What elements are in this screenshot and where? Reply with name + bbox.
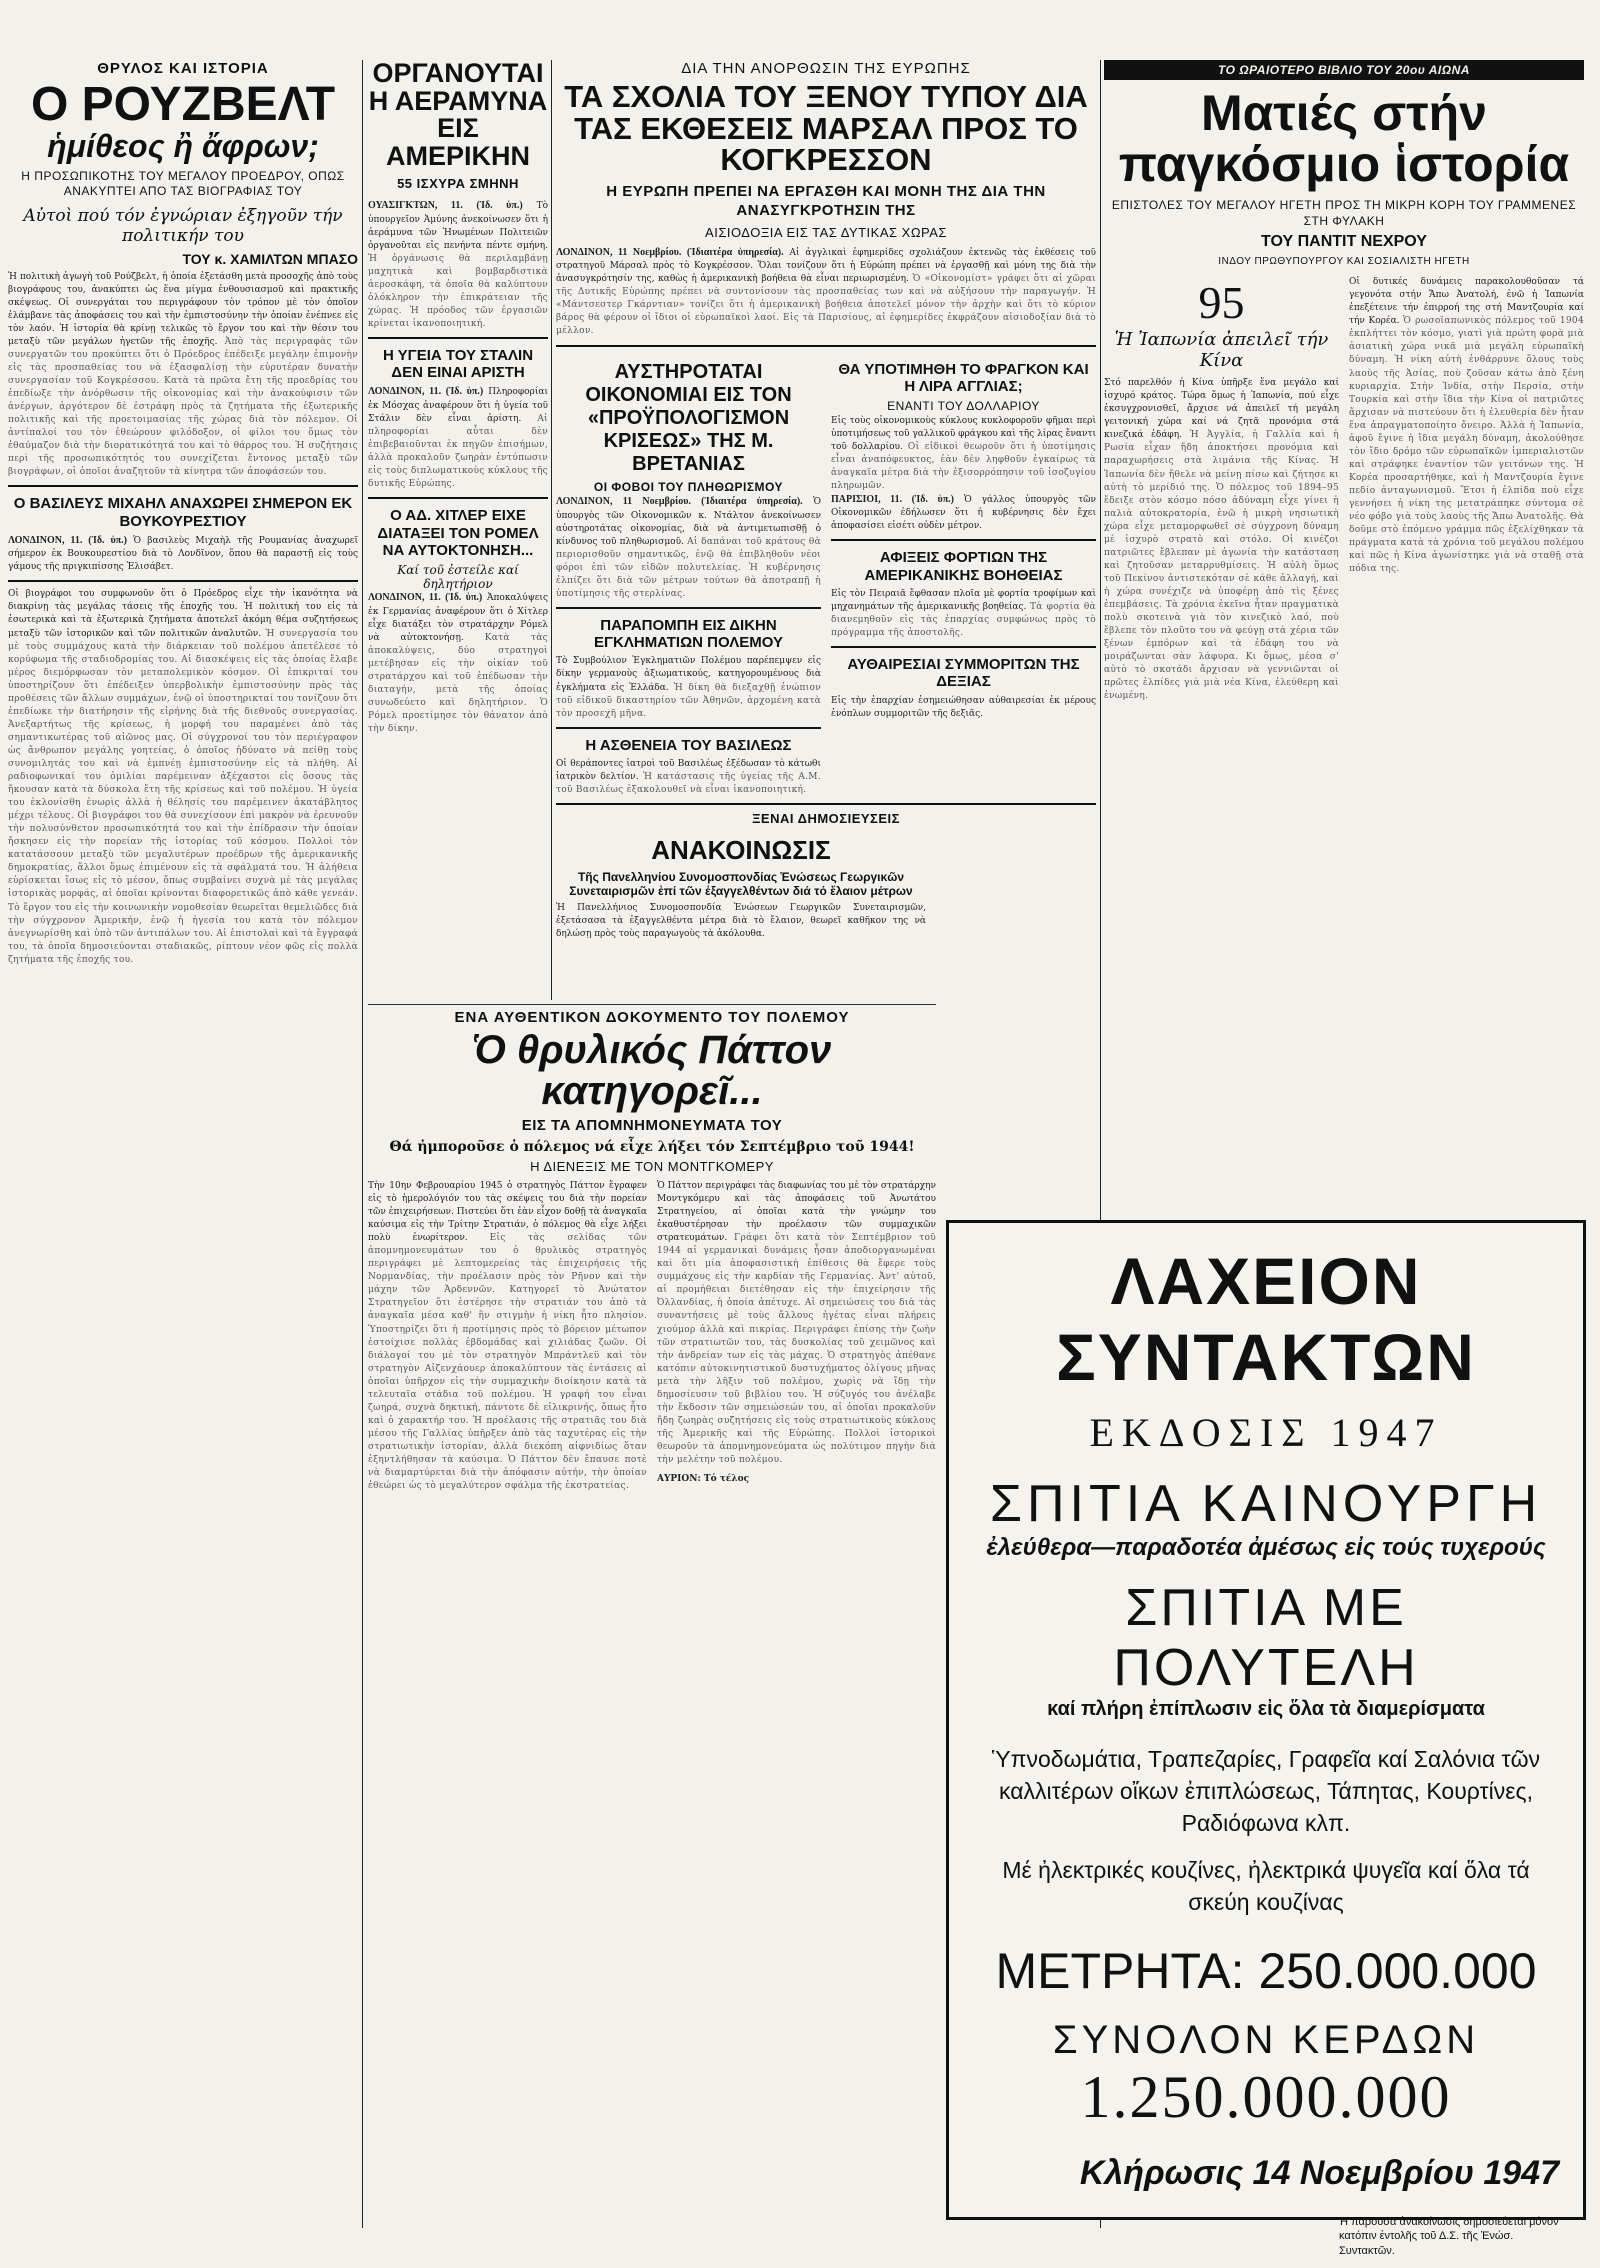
announcement-title: ΑΝΑΚΟΙΝΩΣΙΣ [651, 834, 831, 865]
dateline: ΛΟΝΔΙΝΟΝ, 11. (Ἰδ. ὑπ.) [8, 534, 127, 546]
deck: Η ΕΥΡΩΠΗ ΠΡΕΠΕΙ ΝΑ ΕΡΓΑΣΘΗ ΚΑΙ ΜΟΝΗ ΤΗΣ ΔΙΑ ΤΗΝ ΑΝΑΣΥΓΚΡΟΤΗΣΙΝ ΤΗΣ [606, 182, 1046, 220]
dateline: ΛΟΝΔΙΝΟΝ, 11. (Ἰδ. ὑπ.) [368, 386, 484, 398]
column-rule [362, 60, 363, 2228]
divider [831, 646, 1096, 648]
dateline: ΛΟΝΔΙΝΟΝ, 11 Νοεμβρίου. (Ἰδιαιτέρα ὑπηρεσία). [556, 496, 803, 508]
subcolumns [368, 1180, 936, 1493]
paragraph: Ἀποκαλύψεις ἐκ Γερμανίας ἀναφέρουν ὅτι ὁ Χίτλερ εἶχε διατάξει τὸν στρατάρχην Ρόμελ νὰ αὐτοκτονήσῃ. [368, 593, 548, 643]
headline: Ὁ θρυλικός Πάττον κατηγορεῖ... [472, 1028, 832, 1113]
box-subtitle: ΕΝΑΝΤΙ ΤΟΥ ΔΟΛΛΑΡΙΟΥ [887, 399, 1040, 413]
divider [368, 1004, 936, 1005]
divider [8, 485, 358, 487]
kicker: ΕΝΑ ΑΥΘΕΝΤΙΚΟΝ ΔΟΚΟΥΜΕΝΤΟ ΤΟΥ ΠΟΛΕΜΟΥ [454, 1009, 850, 1026]
subcolumns [1104, 276, 1584, 703]
kicker: ΘΡΥΛΟΣ ΚΑΙ ΙΣΤΟΡΙΑ [97, 60, 269, 77]
box-text: Οἱ θεράποντες ἰατροὶ τοῦ Βασιλέως ἐξέδωσαν τὸ κάτωθι ἰατρικὸν δελτίον. Ἡ κατάστασις τῆς ὑγείας τῆς Α.Μ. τοῦ Βασιλέως ἐξακολουθεῖ νὰ εἶναι ἱκανοποιητική. [556, 758, 821, 795]
subcolumn-left [1104, 276, 1339, 703]
box-text: ΛΟΝΔΙΝΟΝ, 11. (Ἰδ. ὑπ.) Πληροφορίαι ἐκ Μόσχας ἀναφέρουν ὅτι ἡ ὑγεία τοῦ Στάλιν δὲν εἶναι ἀρίστη. Αἱ πληροφορίαι αὗται δὲν ἐπιβεβαιοῦνται ἐκ πηγῶν ἐπισήμων, ἀλλὰ προκαλοῦν ζωηρὰν ἐντύπωσιν εἰς τοὺς διπλωματικοὺς κύκλους τῆς δυτικῆς Εὐρώπης. [368, 386, 548, 490]
paragraph: Οἱ δυτικές δυνάμεις παρακολουθοῦσαν τά γεγονότα στήν Ἄπω Ἀνατολή, ἐνῶ ἡ Ἰαπωνία ἐπεξέτεινε τήν ἐπιρροή της στή Μαντζουρία καί τήν Κορέα. [1349, 277, 1584, 327]
lottery-advertisement [946, 1220, 1586, 2257]
headline: Ο ΡΟΥΖΒΕΛΤ [30, 78, 336, 131]
subcolumn-right [1349, 276, 1584, 703]
box-text [8, 534, 358, 575]
subhead: 55 ΙΣΧΥΡΑ ΣΜΗΝΗ [397, 176, 519, 192]
patton-article [368, 1000, 936, 2228]
article-text: Τὴν 10ην Φεβρουαρίου 1945 ὁ στρατηγὸς Πάττον ἔγραφεν εἰς τὸ ἡμερολόγιόν του τὰς σκέψεις του διὰ τὴν πορείαν τῶν ἐπιχειρήσεων. Πιστεύει ὅτι ἐὰν εἶχον δοθῇ τὰ ἀναγκαῖα καύσιμα εἰς τὴν Τρίτην Στρατιάν, ὁ πόλεμος θὰ εἶχε λήξει πολὺ ἐνωρίτερον. Εἰς τὰς σελίδας τῶν ἀπομνημονευμάτων του ὁ θρυλικὸς στρατηγὸς περιγράφει μὲ λεπτομερείας τὰς ἐπιχειρήσεις τῆς Νορμανδίας, τὴν προέλασιν πρὸς τὸν Ρῆνον καὶ τὴν μάχην τῶν Ἀρδεννῶν. Κατηγορεῖ τὸ Ἀνώτατον Στρατηγεῖον ὅτι ἐστέρησε τὴν στρατιάν του ἀπὸ τὰ ἀναγκαῖα μέσα καθ' ἣν στιγμὴν ἡ νίκη ἦτο πλησίον. Ὑποστηρίζει ὅτι ἡ προτίμησις πρὸς τὸ βόρειον μέτωπον ἐστοίχισε πολλὰς ἑβδομάδας καὶ χιλιάδας ζωῶν. Οἱ διάλογοί του μὲ τὸν στρατηγὸν Μπράντλεϋ καὶ τὸν στρατηγὸν Αἰζενχάουερ ἀποκαλύπτουν τὰς ἐντάσεις αἱ ὁποῖαι ὑπῆρχον εἰς τὴν συμμαχικὴν διοίκησιν κατὰ τὰ τελευταῖα στάδια τοῦ πολέμου. Ἡ γραφή του εἶναι ζωηρά, συχνὰ δηκτική, πάντοτε δὲ εἰλικρινής, ὅπως ἦτο καὶ ὁ χαρακτήρ του. Ἡ προέλασις τῆς στρατιᾶς του διὰ μέσου τῆς Γαλλίας ὑπῆρξεν ἀπὸ τὰς ταχυτέρας εἰς τὴν στρατιωτικὴν ἱστορίαν, ἀλλὰ διεκόπη αἰφνιδίως ὅταν ἐξηντλήθησαν τὰ καύσιμα. Ὁ Πάττον δὲν ἔπαυσε ποτὲ νὰ διαμαρτύρεται διὰ τὴν ἀπόφασιν αὐτήν, τὴν ὁποίαν ἐθεώρει ὡς τὸ μεγαλύτερον σφάλμα τῆς ἐκστρατείας. [368, 1180, 647, 1492]
paragraph: Τὸ Συμβούλιον Ἐγκληματιῶν Πολέμου παρέπεμψεν εἰς δίκην γερμανοὺς ἀξιωματικούς, κατηγορουμένους διὰ ἐγκλήματα εἰς Ἑλλάδα. [556, 656, 821, 693]
ad-note: Ἡ παροῦσα ἀνακοίνωσις δημοσιεύεται μόνον κατόπιν ἐντολῆς τοῦ Δ.Σ. τῆς Ἑνώσ. Συντακτῶν. [1339, 2215, 1559, 2257]
ad-total-label: ΣΥΝΟΛΟΝ ΚΕΡΔΩΝ [1052, 2017, 1480, 2062]
box-subtitle: Καί τοῦ ἐστείλε καί δηλητήριον [397, 563, 519, 592]
paragraph: Εἰς τὸν Πειραιᾶ ἔφθασαν πλοῖα μὲ φορτία τροφίμων καὶ μηχανημάτων τῆς ἀμερικανικῆς βοηθείας. [831, 588, 1096, 613]
paragraph: Ὁ βασιλεὺς Μιχαὴλ τῆς Ρουμανίας ἀναχωρεῖ σήμερον ἐκ Βουκουρεστίου διὰ τὸ Λονδῖνον, ὅπου θὰ παραστῇ εἰς τοὺς γάμους τῆς πριγκιπίσσης Ἐλισάβετ. [8, 535, 358, 573]
deck: Η ΠΡΟΣΩΠΙΚΟΤΗΣ ΤΟΥ ΜΕΓΑΛΟΥ ΠΡΟΕΔΡΟΥ, ΟΠΩΣ ΑΝΑΚΥΠΤΕΙ ΑΠΟ ΤΑΣ ΒΙΟΓΡΑΦΙΑΣ ΤΟΥ [21, 168, 345, 199]
box-title: Ο ΒΑΣΙΛΕΥΣ ΜΙΧΑΗΛ ΑΝΑΧΩΡΕΙ ΣΗΜΕΡΟΝ ΕΚ ΒΟΥΚΟΥΡΕΣΤΙΟΥ [13, 495, 353, 530]
column-roosevelt [8, 60, 358, 2228]
byline: ΤΟΥ κ. ΧΑΜΙΛΤΩΝ ΜΠΑΣΟ [182, 250, 358, 267]
box-text: Εἰς τὸν Πειραιᾶ ἔφθασαν πλοῖα μὲ φορτία τροφίμων καὶ μηχανημάτων τῆς ἀμερικανικῆς βοηθείας. Τὰ φορτία θὰ διανεμηθοῦν εἰς τὰς ἐπαρχίας συμφώνως πρὸς τὸ πρόγραμμα τῆς ἀποστολῆς. [831, 588, 1096, 639]
section-label: ΞΕΝΑΙ ΔΗΜΟΣΙΕΥΣΕΙΣ [752, 811, 900, 827]
dateline: ΛΟΝΔΙΝΟΝ, 11 Νοεμβρίου. (Ἰδιαιτέρα ὑπηρεσία). [556, 246, 784, 258]
divider [831, 539, 1096, 541]
ad-title: ΛΑΧΕΙΟΝ ΣΥΝΤΑΚΤΩΝ [1056, 1244, 1476, 1394]
article-text: ΟΥΑΣΙΓΚΤΩΝ, 11. (Ἰδ. ὑπ.) Τὸ ὑπουργεῖον Ἀμύνης ἀνεκοίνωσεν ὅτι ἡ ἀεράμυνα τῶν Ἡνωμένων Πολιτειῶν ὀργανοῦται εἰς πενήντα πέντε σμήνη. Ἡ ὀργάνωσις θὰ περιλαμβάνῃ μαχητικὰ καὶ βομβαρδιστικὰ ἀεροσκάφη, τὰ ὁποῖα θὰ καλύπτουν ὁλόκληρον τὴν ἐπικράτειαν τῆς χώρας. Ἡ πρόοδος τῶν ἐργασιῶν κρίνεται ἱκανοποιητική. [368, 200, 548, 329]
box-subtitle: ΟΙ ΦΟΒΟΙ ΤΟΥ ΠΛΗΘΩΡΙΣΜΟΥ [593, 479, 784, 494]
box-title: Ο ΑΔ. ΧΙΤΛΕΡ ΕΙΧΕ ΔΙΑΤΑΞΕΙ ΤΟΝ ΡΟΜΕΛ ΝΑ ΑΥΤΟΚΤΟΝΗΣΗ... [377, 507, 539, 559]
article-text: Ἡ πολιτικὴ ἀγωγὴ τοῦ Ρούζβελτ, ἡ ὁποία ἐξετάσθη μετὰ προσοχῆς ἀπὸ τοὺς βιογράφους του, ἀνακύπτει ὡς ἕνα μίγμα ἐνθουσιασμοῦ καὶ πρακτικῆς σκέψεως. Οἱ συνεργάται του περιγράφουν τὸν τρόπον μὲ τὸν ὁποῖον ἐλάμβανε τὰς ἀποφάσεις του καὶ τὴν ἐμπιστοσύνην τὴν ὁποίαν ἐνέπνεε εἰς τὸν λαόν. Ἡ ἱστορία θὰ κρίνῃ τελικῶς τὸ ἔργον του καὶ τὴν θέσιν του μεταξὺ τῶν μεγάλων ἡγετῶν τῆς ἐποχῆς. Ἀπὸ τὰς περιγραφὰς τῶν συνεργατῶν του προκύπτει ὅτι ὁ Πρόεδρος ἐπέδειξε μεγάλην ἐπιμονὴν εἰς τὰς προσπαθείας του νὰ ἐξασφαλίσῃ τὴν εὐρυτέραν δυνατὴν συνεργασίαν τοῦ Κογκρέσσου. Κατὰ τὰ πρῶτα ἔτη τῆς προεδρίας του ἐπεδίωξε τὴν ἀνόρθωσιν τῆς οἰκονομίας καὶ τὴν ἀνακούφισιν τῶν ἀνέργων, ἀργότερον δὲ ἐστράφη πρὸς τὰ ζητήματα τῆς ἐξωτερικῆς πολιτικῆς καὶ τῆς προετοιμασίας τῆς χώρας διὰ τὸν πόλεμον. Οἱ ἀντίπαλοί του τὸν ἐθεώρουν φιλόδοξον, οἱ φίλοι του ὅμως τὸν ἐθαύμαζον διὰ τὴν διορατικότητά του καὶ τὸ θάρρος του. Ἡ συζήτησις περὶ τῆς προσωπικότητός του συνεχίζεται ἔντονος μεταξὺ τῶν βιογράφων, οἱ ὁποῖοι ἀναζητοῦν τὰ κίνητρα τῶν ἀποφάσεών του. [8, 271, 358, 478]
paragraph: Ἡ Πανελλήνιος Συνομοσπονδία Ἑνώσεων Γεωργικῶν Συνεταιρισμῶν, ἐξετάσασα τὰ ἐξαγγελθέντα μέτρα διὰ τὸ ἔλαιον, θεωρεῖ καθῆκον της νὰ δηλώσῃ πρὸς τοὺς παραγωγοὺς τὰ ἀκόλουθα. [556, 902, 926, 939]
paragraph: Στό παρελθόν ἡ Κίνα ὑπῆρξε ἕνα μεγάλο καί ἰσχυρό κράτος. Τώρα ὅμως ἡ Ἰαπωνία, πού εἶχε ἐκσυγχρονισθεῖ, ἄρχισε νά ἀπειλεῖ τή μεγάλη γειτονική χώρα καί νά ζητᾶ προνόμια στά κινεζικά ἐδάφη. [1104, 378, 1339, 441]
ad-total: 1.250.000.000 [1080, 2063, 1452, 2130]
paragraph: Τὸ ὑπουργεῖον Ἀμύνης ἀνεκοίνωσεν ὅτι ἡ ἀεράμυνα τῶν Ἡνωμένων Πολιτειῶν ὀργανοῦται εἰς πενήντα πέντε σμήνη. [368, 201, 548, 251]
paragraph: Ὁ γάλλος ὑπουργὸς τῶν Οἰκονομικῶν ἐδήλωσεν ὅτι ἡ κυβέρνησις δὲν ἔχει ἀποφασίσει εἰσέτι οὐδὲν μέτρον. [831, 494, 1096, 532]
deck: ΕΠΙΣΤΟΛΕΣ ΤΟΥ ΜΕΓΑΛΟΥ ΗΓΕΤΗ ΠΡΟΣ ΤΗ ΜΙΚΡΗ ΚΟΡΗ ΤΟΥ ΓΡΑΜΜΕΝΕΣ ΣΤΗ ΦΥΛΑΚΗ [1111, 198, 1577, 228]
paragraph: Εἰς τοὺς οἰκονομικοὺς κύκλους κυκλοφοροῦν φῆμαι περὶ ὑποτιμήσεως τοῦ γαλλικοῦ φράγκου καὶ τῆς λίρας ἔναντι τοῦ δολλαρίου. [831, 415, 1096, 452]
subcolumn-right [831, 353, 1096, 798]
box-title: Η ΑΣΘΕΝΕΙΑ ΤΟΥ ΒΑΣΙΛΕΩΣ [585, 736, 792, 754]
announcement-text [556, 902, 926, 941]
article-text: ΛΟΝΔΙΝΟΝ, 11 Νοεμβρίου. (Ἰδιαιτέρα ὑπηρεσία). Αἱ ἀγγλικαὶ ἐφημερίδες σχολιάζουν ἐκτενῶς τὰς ἐκθέσεις τοῦ στρατηγοῦ Μάρσαλ πρὸς τὸ Κογκρέσσον. Ὅλαι τονίζουν ὅτι ἡ Εὐρώπη πρέπει νὰ ἐργασθῇ καὶ μόνη της διὰ τὴν ἀνασυγκρότησίν της, καθὼς ἡ ἀμερικανικὴ βοήθεια θὰ εἶναι περιωρισμένη. Ὁ «Οἰκονομίστ» γράφει ὅτι αἱ χῶραι τῆς Δυτικῆς Εὐρώπης πρέπει νὰ συντονίσουν τὰς προσπαθείας των καὶ νὰ αὐξήσουν τὴν παραγωγήν. Ἡ «Μάντσεστερ Γκάρντιαν» τονίζει ὅτι ἡ ἀμερικανικὴ βοήθεια ἀποτελεῖ μόνον τὴν ἀρχὴν καὶ ὅτι τὸ κύριον βάρος θὰ φέρουν οἱ ἴδιοι οἱ εὐρωπαϊκοὶ λαοί. Εἰς τὰ Παρισίους, αἱ ἐφημερίδες ἐκφράζουν αἰσιοδοξίαν διὰ τὸ μέλλον. [556, 246, 1096, 337]
box-title: ΠΑΡΑΠΟΜΠΗ ΕΙΣ ΔΙΚΗΝ ΕΓΚΛΗΜΑΤΙΩΝ ΠΟΛΕΜΟΥ [594, 616, 783, 652]
ad-prize-furnished-note: καί πλήρη ἐπίπλωσιν εἰς ὅλα τὰ διαμερίσματα [1047, 1698, 1485, 1720]
paragraph: Πληροφορίαι ἐκ Μόσχας ἀναφέρουν ὅτι ἡ ὑγεία τοῦ Στάλιν δὲν εἶναι ἀρίστη. [368, 387, 548, 424]
subcolumn-left [556, 353, 821, 798]
divider [368, 497, 548, 499]
byline: ΤΟΥ ΠΑΝΤΙΤ ΝΕΧΡΟΥ [1261, 233, 1427, 251]
divider [368, 337, 548, 339]
announcement-subtitle: Τῆς Πανελληνίου Συνομοσπονδίας Ἑνώσεως Γεωργικῶν Συνεταιρισμῶν ἐπί τῶν ἐξαγγελθέντων διά τό ἔλαιον μέτρων [569, 869, 913, 898]
box-text [831, 695, 1096, 721]
subhead: ἡμίθεος ἢ ἄφρων; [47, 127, 319, 164]
deck: Θά ἠμποροῦσε ὁ πόλεμος νά εἶχε λήξει τόν Σεπτέμβριο τοῦ 1944! [389, 1139, 915, 1156]
paragraph: Ὁ Πάττον περιγράφει τὰς διαφωνίας του μὲ τὸν στρατάρχην Μοντγκόμερυ καὶ τὰς ἀποφάσεις τοῦ Ἀνωτάτου Στρατηγείου, αἱ ὁποῖαι κατὰ τὴν γνώμην του ἐκαθυστέρησαν τὴν προέλασιν τῶν συμμαχικῶν στρατευμάτων. [657, 1180, 936, 1244]
column-nehru [1104, 60, 1584, 1210]
dateline: ΠΑΡΙΣΙΟΙ, 11. (Ἰδ. ὑπ.) [831, 493, 955, 505]
article-text: Οἱ δυτικές δυνάμεις παρακολουθοῦσαν τά γεγονότα στήν Ἄπω Ἀνατολή, ἐνῶ ἡ Ἰαπωνία ἐπεξέτεινε τήν ἐπιρροή της στή Μαντζουρία καί τήν Κορέα. Ὁ ρωσοϊαπωνικὸς πόλεμος τοῦ 1904 ἐκπλήττει τὸν κόσμο, γιατὶ γιὰ πρώτη φορὰ μιὰ ἀσιατικὴ χώρα νικᾶ μιὰ μεγάλη εὐρωπαϊκὴ δύναμη. Ἡ νίκη αὐτὴ ἐνθάρρυνε ὅλους τοὺς λαοὺς τῆς Ἀσίας, ποὺ ζοῦσαν κάτω ἀπὸ ξένη κυριαρχία. Στὴν Ἰνδία, στὴν Περσία, στὴν Τουρκία καὶ στὴν ἴδια τὴν Κίνα οἱ πατριῶτες ἄρχισαν νὰ πιστεύουν ὅτι ἡ ἐλευθερία δὲν ἦταν ἕνα ἀπραγματοποίητο ὄνειρο. Ἀλλὰ ἡ Ἰαπωνία, ἀφοῦ ἔγινε ἡ ἴδια μεγάλη δύναμη, ἀκολούθησε τὸν ἴδιο δρόμο τῶν εὐρωπαϊκῶν ἰμπεριαλιστῶν καὶ στράφηκε ἐναντίον τῶν γειτόνων της. Ἡ Κορέα προσαρτήθηκε, καὶ ἡ Μαντζουρία ἔγινε πεδίο ἀνταγωνισμοῦ. Ἔτσι ἡ ἐλπίδα ποὺ εἶχε γεννήσει ἡ νίκη της μετατράπηκε σύντομα σὲ νέο φόβο γιὰ τοὺς λαοὺς τῆς Ἄπω Ἀνατολῆς. Θὰ δοῦμε στὸ ἑπόμενο γράμμα πῶς ἐξελίχθηκαν τὰ πράγματα κατὰ τὰ χρόνια τοῦ μεγάλου πολέμου καὶ πῶς ἡ Κίνα ἀγωνίστηκε γιὰ νὰ σταθῇ στὰ πόδια της. [1349, 277, 1584, 575]
subcolumns [556, 353, 1096, 798]
ad-prize-furnished: ΣΠΙΤΙΑ ΜΕ ΠΟΛΥΤΕΛΗ [1113, 1579, 1419, 1697]
announcement [556, 836, 926, 941]
divider [556, 607, 821, 609]
paragraph: Ὁ ὑπουργὸς τῶν Οἰκονομικῶν κ. Ντάλτον ἀνεκοίνωσεν αὐστηροτάτας οἰκονομίας, διὰ νὰ ἀντιμετωπισθῇ ὁ κίνδυνος τοῦ πληθωρισμοῦ. [556, 497, 821, 547]
dateline: ΛΟΝΔΙΝΟΝ, 11. (Ἰδ. ὑπ.) [368, 592, 483, 604]
ad-draw-date: Κλήρωσις 14 Νοεμβρίου 1947 [1079, 2153, 1559, 2192]
ad-prize-houses: ΣΠΙΤΙΑ ΚΑΙΝΟΥΡΓΗ [989, 1475, 1543, 1533]
paragraph: Τὴν 10ην Φεβρουαρίου 1945 ὁ στρατηγὸς Πάττον ἔγραφεν εἰς τὸ ἡμερολόγιόν του τὰς σκέψεις του διὰ τὴν πορείαν τῶν ἐπιχειρήσεων. Πιστεύει ὅτι ἐὰν εἶχον δοθῇ τὰ ἀναγκαῖα καύσιμα εἰς τὴν Τρίτην Στρατιάν, ὁ πόλεμος θὰ εἶχε λήξει πολὺ ἐνωρίτερον. [368, 1180, 647, 1244]
divider [556, 727, 821, 729]
kicker: ΔΙΑ ΤΗΝ ΑΝΟΡΘΩΣΙΝ ΤΗΣ ΕΥΡΩΠΗΣ [681, 60, 971, 77]
ad-cash: ΜΕΤΡΗΤΑ: 250.000.000 [995, 1942, 1537, 1999]
headline: ΤΑ ΣΧΟΛΙΑ ΤΟΥ ΞΕΝΟΥ ΤΥΠΟΥ ΔΙΑ ΤΑΣ ΕΚΘΕΣΕΙΣ ΜΑΡΣΑΛ ΠΡΟΣ ΤΟ ΚΟΓΚΡΕΣΣΟΝ [564, 79, 1088, 178]
box-title: ΑΦΙΞΕΙΣ ΦΟΡΤΙΩΝ ΤΗΣ ΑΜΕΡΙΚΑΝΙΚΗΣ ΒΟΗΘΕΙΑΣ [864, 549, 1063, 584]
continued-note: ΑΥΡΙΟΝ: Τό τέλος [657, 1474, 750, 1485]
paragraph: Οἱ βιογράφοι του συμφωνοῦν ὅτι ὁ Πρόεδρος εἶχε τὴν ἱκανότητα νὰ διακρίνῃ τὰς μεγάλας τάσεις τῆς ἐποχῆς του. Ἡ πολιτική του εἰς τὰ ἐσωτερικὰ καὶ τὰ ἐξωτερικὰ ζητήματα ἀποτελεῖ ἀκόμη θέμα συζητήσεως μεταξὺ τῶν ἱστορικῶν καὶ τῶν πολιτικῶν ἀναλυτῶν. [8, 589, 358, 639]
dateline: ΟΥΑΣΙΓΚΤΩΝ, 11. (Ἰδ. ὑπ.) [368, 200, 523, 212]
box-text: Εἰς τοὺς οἰκονομικοὺς κύκλους κυκλοφοροῦν φῆμαι περὶ ὑποτιμήσεως τοῦ γαλλικοῦ φράγκου καὶ τῆς λίρας ἔναντι τοῦ δολλαρίου. Οἱ εἰδικοὶ θεωροῦν ὅτι ἡ ὑποτίμησις εἶναι ἀναπόφευκτος, ἐὰν δὲν ληφθοῦν ἐγκαίρως τὰ ἀναγκαῖα μέτρα διὰ τὴν ἐξισορρόπησιν τοῦ ἰσοζυγίου πληρωμῶν. ΠΑΡΙΣΙΟΙ, 11. (Ἰδ. ὑπ.) Ὁ γάλλος ὑπουργὸς τῶν Οἰκονομικῶν ἐδήλωσεν ὅτι ἡ κυβέρνησις δὲν ἔχει ἀποφασίσει εἰσέτι οὐδὲν μέτρον. [831, 415, 1096, 532]
box-title: ΘΑ ΥΠΟΤΙΜΗΘΗ ΤΟ ΦΡΑΓΚΟΝ ΚΑΙ Η ΛΙΡΑ ΑΓΓΛΙΑΣ; [838, 360, 1089, 395]
paragraph: Οἱ θεράποντες ἰατροὶ τοῦ Βασιλέως ἐξέδωσαν τὸ κάτωθι ἰατρικὸν δελτίον. [556, 758, 821, 782]
article-text: Στό παρελθόν ἡ Κίνα ὑπῆρξε ἕνα μεγάλο καί ἰσχυρό κράτος. Τώρα ὅμως ἡ Ἰαπωνία, πού εἶχε ἐκσυγχρονισθεῖ, ἄρχισε νά ἀπειλεῖ τή μεγάλη γειτονική χώρα καί νά ζητᾶ προνόμια στά κινεζικά ἐδάφη. Ἡ Ἀγγλία, ἡ Γαλλία καὶ ἡ Ρωσία εἶχαν ἤδη ἀποκτήσει προνόμια καὶ παραχωρήσεις στὰ λιμάνια τῆς Κίνας. Ἡ Ἰαπωνία δὲν ἤθελε νὰ μείνῃ πίσω καὶ ζήτησε κι αὐτὴ τὸ μερίδιό της. Ὁ πόλεμος τοῦ 1894–95 ἔδειξε στὸν κόσμο πόσο ἀδύναμη εἶχε γίνει ἡ παλιὰ αὐτοκρατορία, ἐνῶ ἡ μικρὴ νησιωτικὴ χώρα εἶχε μεταμορφωθεῖ σὲ σύγχρονη δύναμη μὲ ἰσχυρὸ στρατὸ καὶ στόλο. Οἱ κινέζοι πατριῶτες ἔβλεπαν μὲ ἀγωνία τὴν κατάσταση καὶ ζητοῦσαν μεταρρυθμίσεις. Ἡ αὐλὴ ὅμως τοῦ Πεκίνου ἀντιστεκόταν σὲ κάθε ἀλλαγή, καὶ ἡ χώρα συνέχιζε νὰ ὑποφέρῃ ἀπὸ τὶς ξένες ἐπεμβάσεις. Τὰ χρόνια ἐκεῖνα ἦταν πραγματικὰ πολὺ σκοτεινὰ γιὰ τὸν κινεζικὸ λαό, ποὺ ἔβλεπε τὸν πλοῦτο του νὰ φεύγῃ στὰ χέρια τῶν ξένων ἐμπόρων καὶ τὰ ἐδάφη του νὰ μοιράζωνται σὰν λάφυρα. Κι ὅμως, μέσα σ' αὐτὸ τὸ σκοτάδι ἄρχισαν νὰ γεννιῶνται οἱ πρῶτες ἐλπίδες γιὰ μιὰ νέα Κίνα, ἐλεύθερη καὶ ἑνωμένη. [1104, 378, 1339, 702]
paragraph: Αἱ ἀγγλικαὶ ἐφημερίδες σχολιάζουν ἐκτενῶς τὰς ἐκθέσεις τοῦ στρατηγοῦ Μάρσαλ πρὸς τὸ Κογκρέσσον. Ὅλαι τονίζουν ὅτι ἡ Εὐρώπη πρέπει νὰ ἐργασθῇ καὶ μόνη της διὰ τὴν ἀνασυγκρότησίν της, καθὼς ἡ ἀμερικανικὴ βοήθεια θὰ εἶναι περιωρισμένη. [556, 247, 1096, 285]
divider [8, 580, 358, 582]
box-text: ΛΟΝΔΙΝΟΝ, 11 Νοεμβρίου. (Ἰδιαιτέρα ὑπηρεσία). Ὁ ὑπουργὸς τῶν Οἰκονομικῶν κ. Ντάλτον ἀνεκοίνωσεν αὐστηροτάτας οἰκονομίας, διὰ νὰ ἀντιμετωπισθῇ ὁ κίνδυνος τοῦ πληθωρισμοῦ. Αἱ δαπάναι τοῦ κράτους θὰ περιορισθοῦν σημαντικῶς, ἐνῷ θὰ ἐπιβληθοῦν νέοι φόροι ἐπὶ τῶν εἰδῶν πολυτελείας. Ἡ κυβέρνησις ἐλπίζει ὅτι διὰ τῶν μέτρων τούτων θὰ ἀποτραπῇ ἡ ὑποτίμησις τῆς στερλίνας. [556, 496, 821, 599]
paragraph: Εἰς τὴν ἐπαρχίαν ἐσημειώθησαν αὐθαιρεσίαι ἐκ μέρους ἐνόπλων συμμοριτῶν τῆς δεξιᾶς. [831, 695, 1096, 719]
article-text: Ὁ Πάττον περιγράφει τὰς διαφωνίας του μὲ τὸν στρατάρχην Μοντγκόμερυ καὶ τὰς ἀποφάσεις τοῦ Ἀνωτάτου Στρατηγείου, αἱ ὁποῖαι κατὰ τὴν γνώμην του ἐκαθυστέρησαν τὴν προέλασιν τῶν συμμαχικῶν στρατευμάτων. Γράφει ὅτι κατὰ τὸν Σεπτέμβριον τοῦ 1944 αἱ γερμανικαὶ δυνάμεις ἦσαν ἀποδιοργανωμέναι καὶ ὅτι μία ἀποφασιστικὴ ἐπίθεσις θὰ ἔφερε τοὺς συμμάχους εἰς τὴν καρδίαν τῆς Γερμανίας. Ἀντ' αὐτοῦ, αἱ προμήθειαι διετέθησαν εἰς τὴν ἐπιχείρησιν τῆς Ὀλλανδίας, ἡ ὁποία ἀπέτυχε. Αἱ σημειώσεις του διὰ τὰς συναντήσεις μὲ τοὺς ἄλλους ἡγέτας εἶναι πλήρεις χιούμορ ἀλλὰ καὶ πικρίας. Περιγράφει ἐπίσης τὴν ζωὴν τῶν στρατιωτῶν του, τὰς δυσκολίας τοῦ χειμῶνος καὶ τὴν ἀνδρείαν των εἰς τὰς μάχας. Ὁ στρατηγὸς ἀπέθανε κατόπιν αὐτοκινητιστικοῦ δυστυχήματος ὀλίγους μῆνας μετὰ τὴν λῆξιν τοῦ πολέμου, χωρὶς νὰ ἴδῃ τὴν δημοσίευσιν τοῦ βιβλίου του. Ἡ σύζυγός του ἀνέλαβε τὴν ἔκδοσιν τῶν σημειώσεών του, αἱ ὁποῖαι προκαλοῦν ἤδη ζωηρὰς συζητήσεις εἰς τοὺς στρατιωτικοὺς κύκλους τῆς Ἀμερικῆς καὶ τῆς Εὐρώπης. Πολλοὶ ἱστορικοὶ θεωροῦν τὰ ἀπομνημονεύματα ὡς πολύτιμον πηγὴν διὰ τὴν μελέτην τοῦ πολέμου. ΑΥΡΙΟΝ: Τό τέλος [657, 1180, 936, 1493]
box-text: Τὸ Συμβούλιον Ἐγκληματιῶν Πολέμου παρέπεμψεν εἰς δίκην γερμανοὺς ἀξιωματικούς, κατηγορουμένους διὰ ἐγκλήματα εἰς Ἑλλάδα. Ἡ δίκη θὰ διεξαχθῇ ἐνώπιον τοῦ εἰδικοῦ δικαστηρίου τῶν Ἀθηνῶν, ἀρχομένη κατὰ τὸν προσεχῆ μῆνα. [556, 656, 822, 719]
ad-prize-houses-note: ἐλεύθερα—παραδοτέα ἀμέσως εἰς τούς τυχερούς [986, 1534, 1546, 1561]
ad-edition: ΕΚΔΟΣΙΣ 1947 [1089, 1410, 1443, 1455]
box-text: ΛΟΝΔΙΝΟΝ, 11. (Ἰδ. ὑπ.) Ἀποκαλύψεις ἐκ Γερμανίας ἀναφέρουν ὅτι ὁ Χίτλερ εἶχε διατάξει τὸν στρατάρχην Ρόμελ νὰ αὐτοκτονήσῃ. Κατὰ τὰς ἀποκαλύψεις, δύο στρατηγοὶ μετέβησαν εἰς τὴν οἰκίαν τοῦ στρατάρχου καὶ τοῦ ἐπέδωσαν τὴν διαταγήν, μετὰ τῆς ὁποίας συνωδεύετο καὶ δηλητήριον. Ὁ Ρόμελ προετίμησε τὸν θάνατον ἀπὸ τὴν δίκην. [368, 592, 548, 734]
ad-furniture: Ὑπνοδωμάτια, Τραπεζαρίες, Γραφεῖα καί Σαλόνια τῶν καλλιτέρων οἴκων ἐπιπλώσεως, Τάπητας, Κουρτίνες, Ραδιόφωνα κλπ. [991, 1746, 1541, 1837]
chapter-number: 95 [1198, 277, 1245, 329]
box-title: ΑΥΘΑΙΡΕΣΙΑΙ ΣΥΜΜΟΡΙΤΩΝ ΤΗΣ ΔΕΞΙΑΣ [847, 656, 1080, 691]
chapter-title: Ἡ Ἰαπωνία ἀπειλεῖ τήν Κίνα [1114, 329, 1329, 372]
ad-kitchen: Μέ ἠλεκτρικές κουζίνες, ἠλεκτρικά ψυγεῖα καί ὅλα τά σκεύη κουζίνας [1002, 1856, 1530, 1915]
deck: Η ΔΙΕΝΕΞΙΣ ΜΕ ΤΟΝ ΜΟΝΤΓΚΟΜΕΡΥ [530, 1159, 774, 1175]
byline-sub: ΙΝΔΟΥ ΠΡΩΘΥΠΟΥΡΓΟΥ ΚΑΙ ΣΟΣΙΑΛΙΣΤΗ ΗΓΕΤΗ [1218, 256, 1470, 268]
divider [556, 803, 1096, 805]
box-title: Η ΥΓΕΙΑ ΤΟΥ ΣΤΑΛΙΝ ΔΕΝ ΕΙΝΑΙ ΑΡΙΣΤΗ [382, 346, 534, 382]
subhead: ΕΙΣ ΤΑ ΑΠΟΜΝΗΜΟΝΕΥΜΑΤΑ ΤΟΥ [521, 1116, 783, 1134]
box-title: ΑΥΣΤΗΡΟΤΑΤΑΙ ΟΙΚΟΝΟΜΙΑΙ ΕΙΣ ΤΟΝ «ΠΡΟΫΠΟΛΟΓΙΣΜΟΝ ΚΡΙΣΕΩΣ» ΤΗΣ Μ. ΒΡΕΤΑΝΙΑΣ [585, 360, 792, 475]
paragraph: Ἡ πολιτικὴ ἀγωγὴ τοῦ Ρούζβελτ, ἡ ὁποία ἐξετάσθη μετὰ προσοχῆς ἀπὸ τοὺς βιογράφους του, ἀνακύπτει ὡς ἕνα μίγμα ἐνθουσιασμοῦ καὶ πρακτικῆς σκέψεως. Οἱ συνεργάται του περιγράφουν τὸν τρόπον μὲ τὸν ὁποῖον ἐλάμβανε τὰς ἀποφάσεις του καὶ τὴν ἐμπιστοσύνην τὴν ὁποίαν ἐνέπνεε εἰς τὸν λαόν. Ἡ ἱστορία θὰ κρίνῃ τελικῶς τὸ ἔργον του καὶ τὴν θέσιν του μεταξὺ τῶν μεγάλων ἡγετῶν τῆς ἐποχῆς. [8, 271, 358, 347]
headline: ΟΡΓΑΝΟΥΤΑΙ Η ΑΕΡΑΜΥΝΑ ΕΙΣ ΑΜΕΡΙΚΗΝ [368, 60, 548, 171]
article-text: Οἱ βιογράφοι του συμφωνοῦν ὅτι ὁ Πρόεδρος εἶχε τὴν ἱκανότητα νὰ διακρίνῃ τὰς μεγάλας τάσεις τῆς ἐποχῆς του. Ἡ πολιτική του εἰς τὰ ἐσωτερικὰ καὶ τὰ ἐξωτερικὰ ζητήματα ἀποτελεῖ ἀκόμη θέμα συζητήσεως μεταξὺ τῶν ἱστορικῶν καὶ τῶν πολιτικῶν ἀναλυτῶν. Ἡ συνεργασία του μὲ τοὺς συμμάχους κατὰ τὴν διάρκειαν τοῦ πολέμου ἀπετέλεσε τὸ κορύφωμα τῆς σταδιοδρομίας του. Αἱ διασκέψεις εἰς τὰς ὁποίας ἔλαβε μέρος διεμόρφωσαν τὸν μεταπολεμικὸν κόσμον. Οἱ ἐπικριταί του ὑποστηρίζουν ὅτι ἐπέδειξεν ὑπερβολικὴν ἐμπιστοσύνην πρὸς τὰς προθέσεις τῶν ἄλλων συμμάχων, ἐνῷ οἱ ὑποστηρικταί του τονίζουν ὅτι ἐπεδίωκε τὴν διατήρησιν τῆς εἰρήνης διὰ τῆς διεθνοῦς συνεργασίας. Ἀνεξαρτήτως τῆς κρίσεως, ἡ μορφή του παραμένει ἀπὸ τὰς σημαντικωτέρας τοῦ αἰῶνος μας. Οἱ σύγχρονοί του τὸν περιέγραφον ὡς ἄνθρωπον μεγάλης γοητείας, ὁ ὁποῖος ἠδύνατο νὰ πείθῃ τοὺς συνομιλητάς του καὶ νὰ ἐμπνέῃ ἐμπιστοσύνην εἰς τὰ πλήθη. Αἱ ραδιοφωνικαί του ὁμιλίαι παρέμειναν ἀξέχαστοι εἰς ὅσους τὰς ἤκουσαν κατὰ τὰ δύσκολα ἔτη τῆς κρίσεως καὶ τοῦ πολέμου. Ἡ ὑγεία του ἐκλονίσθη ἐνωρὶς ἀλλὰ ἡ θέλησίς του παρέμεινεν ἀκατάβλητος μέχρι τέλους. Οἱ βιογράφοι του θὰ συνεχίσουν ἐπὶ μακρὸν νὰ ἐρευνοῦν τὴν πολυσύνθετον προσωπικότητά του καὶ τὴν ἐπίδρασιν τὴν ὁποίαν ἤσκησεν εἰς τὴν πορείαν τῆς ἱστορίας τοῦ κόσμου. Πολλοὶ τὸν κατατάσσουν μεταξὺ τῶν μεγαλυτέρων προέδρων τῆς ἀμερικανικῆς δημοκρατίας, ἄλλοι ὅμως ἐπιμένουν εἰς τὰ σφάλματά του. Ἡ ἀλήθεια εὑρίσκεται ἴσως εἰς τὸ μέσον, ὅπως συμβαίνει συχνὰ μὲ τὰς μεγάλας ἱστορικὰς μορφάς, αἱ ὁποῖαι κρίνονται διαφορετικῶς ἀπὸ κάθε γενεάν. Τὸ ἔργον του εἰς τὴν κοινωνικὴν νομοθεσίαν θεωρεῖται θεμελιῶδες διὰ τὴν σύγχρονον Ἀμερικήν, ἐνῷ ἡ ἡγεσία του κατὰ τὸν πόλεμον ἀνεγνωρίσθη καὶ ὑπὸ τῶν ἀντιπάλων του. Αἱ ἐπιστολαὶ καὶ τὰ ἔγγραφά του, τὰ ὁποῖα δημοσιεύονται σταδιακῶς, ρίπτουν νέον φῶς εἰς πολλὰ ζητήματα τῆς ἐποχῆς του. [8, 589, 358, 965]
lead: Αὐτοὶ πού τόν ἐγνώριαν ἐξηγοῦν τήν πολιτικήν του [23, 205, 343, 247]
deck: ΑΙΣΙΟΔΟΞΙΑ ΕΙΣ ΤΑΣ ΔΥΤΙΚΑΣ ΧΩΡΑΣ [705, 224, 947, 240]
headline: Ματιές στήν παγκόσμιο ἱστορία [1118, 85, 1570, 192]
banner: ΤΟ ΩΡΑΙΟΤΕΡΟ ΒΙΒΛΙΟ ΤΟΥ 20ου ΑΙΩΝΑ [1104, 60, 1584, 80]
divider [556, 345, 1096, 347]
